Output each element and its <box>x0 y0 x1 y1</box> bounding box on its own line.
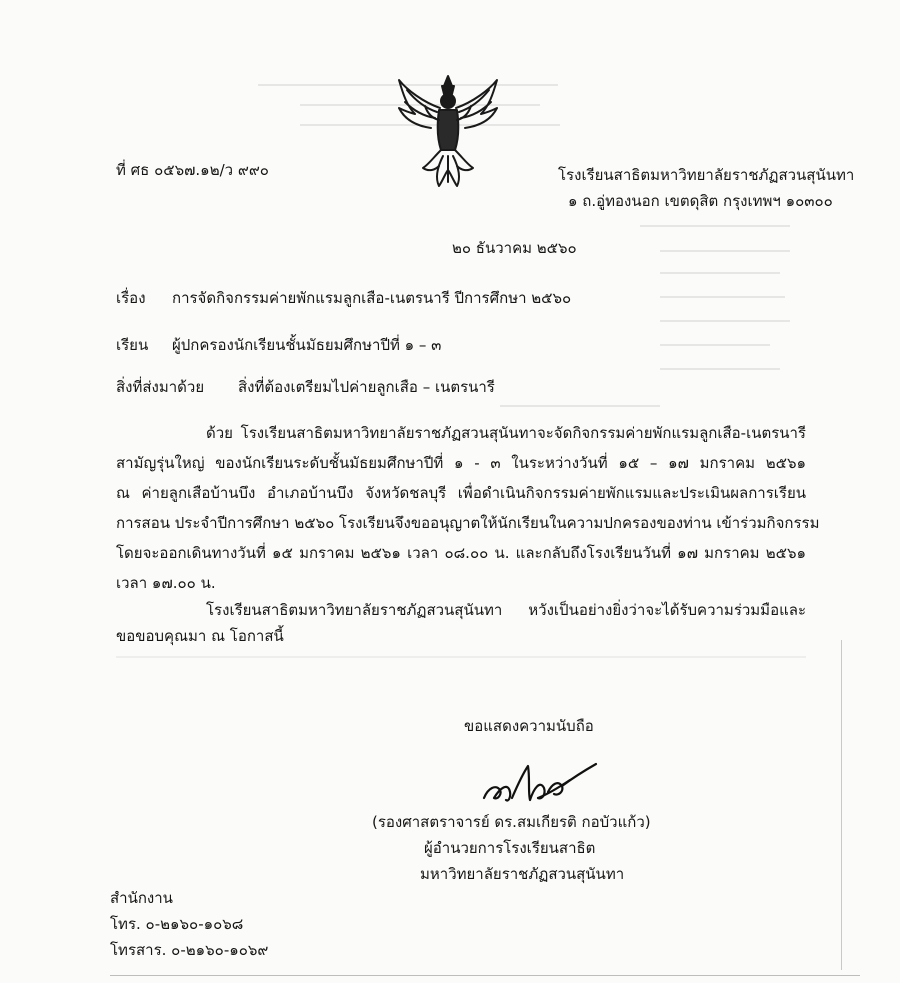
footer-office: สำนักงาน <box>110 889 173 907</box>
body-paragraph-2-line: โรงเรียนสาธิตมหาวิทยาลัยราชภัฏสวนสุนันทา หวังเป็นอย่างยิ่งว่าจะได้รับความร่วมมือและ <box>206 601 806 619</box>
body-paragraph-1-line: โดยจะออกเดินทางวันที่ ๑๕ มกราคม ๒๕๖๑ เวลา ๐๘.๐๐ น. และกลับถึงโรงเรียนวันที่ ๑๗ มกราคม ๒๕๖๑ <box>116 544 806 562</box>
signer-position-line-1: ผู้อำนวยการโรงเรียนสาธิต <box>424 839 596 857</box>
school-address: ๑ ถ.อู่ทองนอก เขตดุสิต กรุงเทพฯ ๑๐๓๐๐ <box>568 192 833 210</box>
paper-edge-line <box>841 640 842 970</box>
body-paragraph-1-line: ณ ค่ายลูกเสือบ้านบึง อำเภอบ้านบึง จังหวัดชลบุรี เพื่อดำเนินกิจกรรมค่ายพักแรมและประเมินผลการเรียน <box>116 484 806 502</box>
footer-phone: โทร. ๐-๒๑๖๐-๑๐๖๘ <box>110 915 244 933</box>
footer-fax: โทรสาร. ๐-๒๑๖๐-๑๐๖๙ <box>110 941 269 959</box>
bleed-through-mark <box>640 225 790 227</box>
body-paragraph-2-line: ขอขอบคุณมา ณ โอกาสนี้ <box>116 627 284 645</box>
bleed-through-mark <box>660 320 790 322</box>
subject-text: การจัดกิจกรรมค่ายพักแรมลูกเสือ-เนตรนารี ปีการศึกษา ๒๕๖๐ <box>172 289 572 307</box>
body-paragraph-1-line: การสอน ประจำปีการศึกษา ๒๕๖๐ โรงเรียนจึงขออนุญาตให้นักเรียนในความปกครองของท่าน เข้าร่วมกิจกรรม <box>116 514 820 532</box>
enclosure-label: สิ่งที่ส่งมาด้วย <box>116 378 205 396</box>
subject-label: เรื่อง <box>116 289 146 307</box>
body-paragraph-1-line: สามัญรุ่นใหญ่ ของนักเรียนระดับชั้นมัธยมศึกษาปีที่ ๑ - ๓ ในระหว่างวันที่ ๑๕ – ๑๗ มกราคม ๒๕๖๑ <box>116 454 806 472</box>
garuda-emblem-icon <box>393 72 503 190</box>
signer-name: (รองศาสตราจารย์ ดร.สมเกียรติ กอบัวแก้ว) <box>372 813 651 831</box>
bleed-through-mark <box>660 272 780 274</box>
body-paragraph-1-line: ด้วย โรงเรียนสาธิตมหาวิทยาลัยราชภัฏสวนสุนันทาจะจัดกิจกรรมค่ายพักแรมลูกเสือ-เนตรนารี <box>206 424 806 442</box>
handwritten-signature <box>478 758 618 810</box>
recipient-text: ผู้ปกครองนักเรียนชั้นมัธยมศึกษาปีที่ ๑ – ๓ <box>172 336 442 354</box>
closing-regards: ขอแสดงความนับถือ <box>464 717 594 735</box>
signer-position-line-2: มหาวิทยาลัยราชภัฏสวนสุนันทา <box>420 865 625 883</box>
bleed-through-mark <box>116 656 806 658</box>
enclosure-text: สิ่งที่ต้องเตรียมไปค่ายลูกเสือ – เนตรนารี <box>238 378 495 396</box>
letter-date: ๒๐ ธันวาคม ๒๕๖๐ <box>452 239 577 257</box>
recipient-label: เรียน <box>116 336 149 354</box>
bleed-through-mark <box>660 296 785 298</box>
bleed-through-mark <box>500 405 660 407</box>
school-name: โรงเรียนสาธิตมหาวิทยาลัยราชภัฏสวนสุนันทา <box>558 166 855 184</box>
paper-bottom-line <box>110 975 860 976</box>
bleed-through-mark <box>660 344 770 346</box>
reference-number: ที่ ศธ ๐๕๖๗.๑๒/ว ๙๙๐ <box>116 161 269 179</box>
bleed-through-mark <box>660 250 790 252</box>
body-paragraph-1-line: เวลา ๑๗.๐๐ น. <box>116 574 216 592</box>
bleed-through-mark <box>660 368 780 370</box>
